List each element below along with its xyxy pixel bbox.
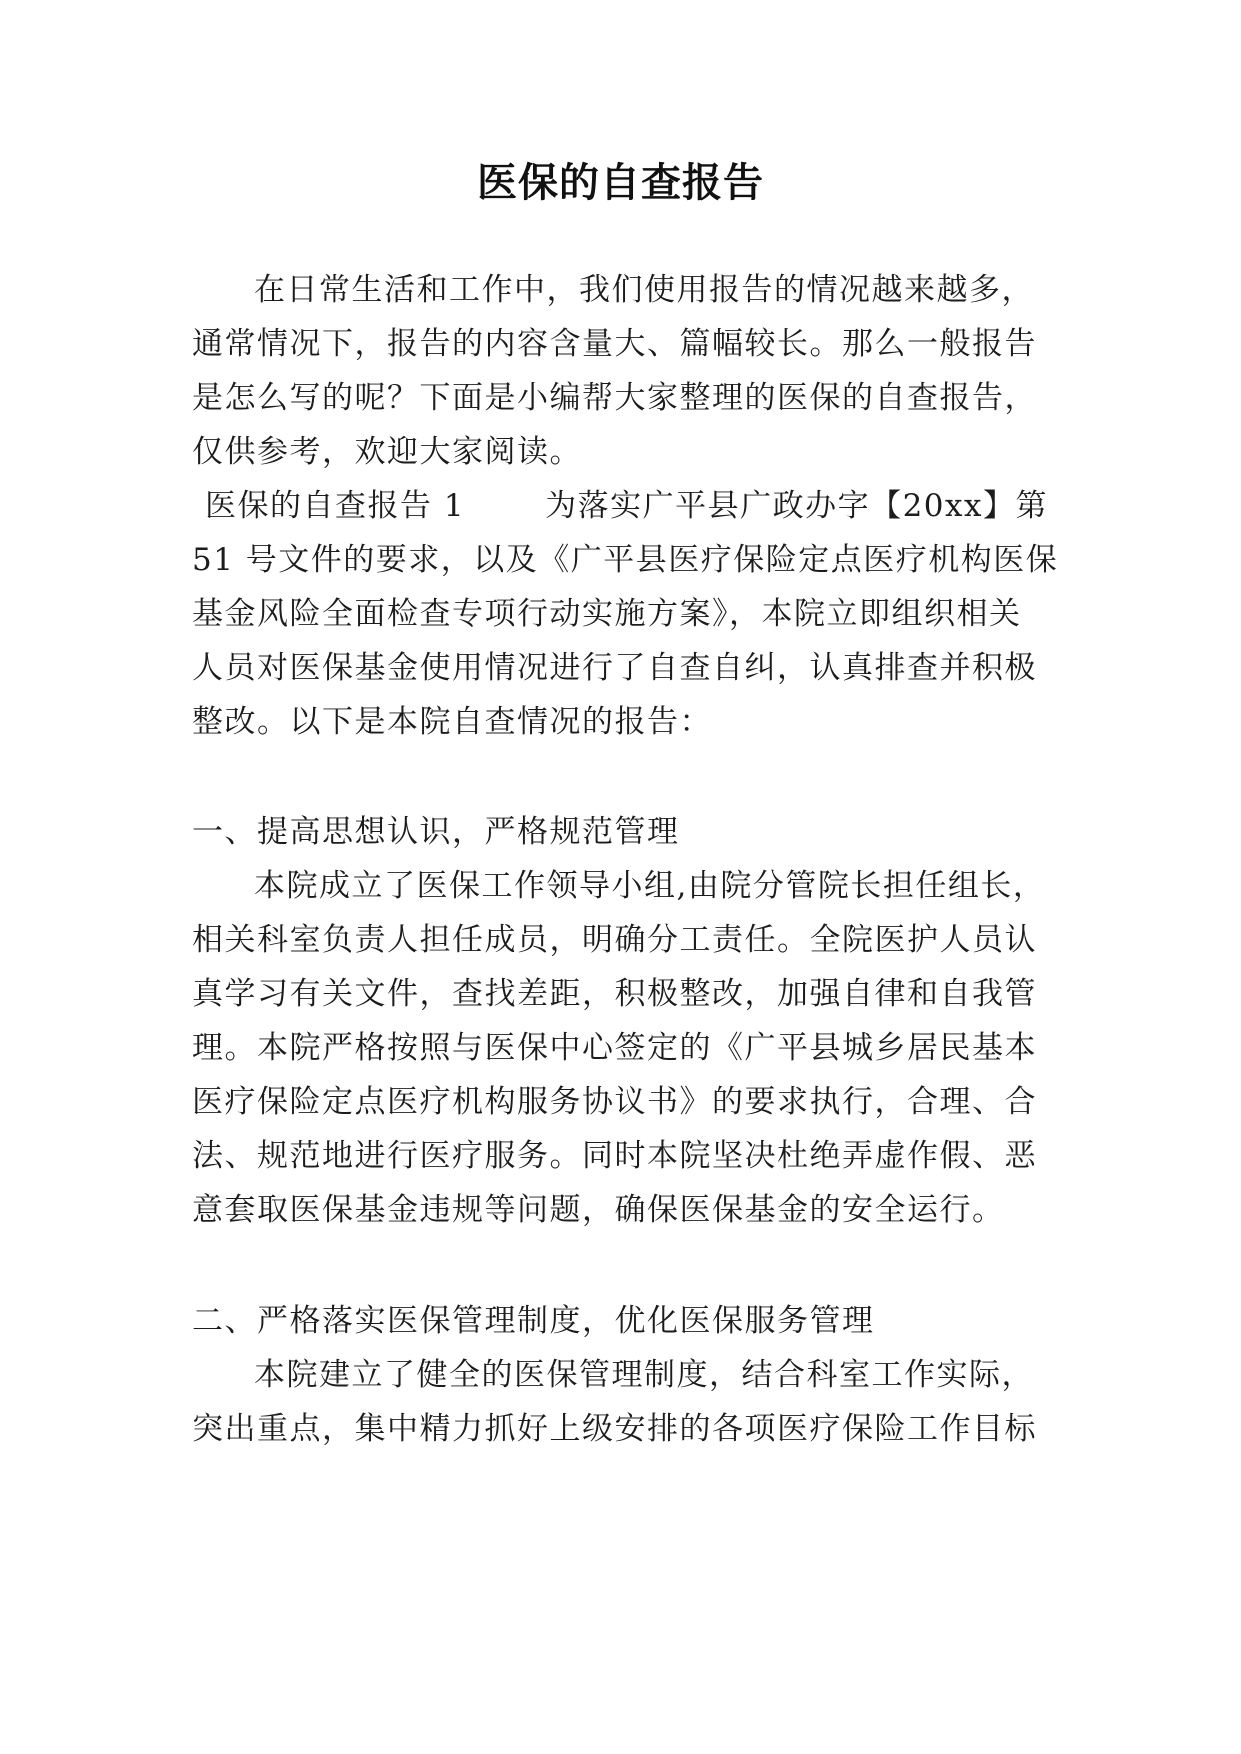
paragraph-line: 通常情况下，报告的内容含量大、篇幅较长。那么一般报告 (192, 326, 1037, 362)
paragraph-line: 整改。以下是本院自查情况的报告： (192, 704, 712, 740)
section-heading: 二、严格落实医保管理制度，优化医保服务管理 (192, 1303, 875, 1339)
section-heading: 一、提高思想认识，严格规范管理 (192, 814, 680, 850)
paragraph-line: 医疗保险定点医疗机构服务协议书》的要求执行，合理、合 (192, 1084, 1037, 1120)
paragraph-line: 法、规范地进行医疗服务。同时本院坚决杜绝弄虚作假、恶 (192, 1138, 1037, 1174)
paragraph-line: 是怎么写的呢？下面是小编帮大家整理的医保的自查报告， (192, 380, 1037, 416)
paragraph-line: 真学习有关文件，查找差距，积极整改，加强自律和自我管 (192, 976, 1037, 1012)
paragraph-line: 意套取医保基金违规等问题，确保医保基金的安全运行。 (192, 1192, 1005, 1228)
paragraph-line: 突出重点，集中精力抓好上级安排的各项医疗保险工作目标 (192, 1411, 1037, 1447)
paragraph-line: 基金风险全面检查专项行动实施方案》，本院立即组织相关 (192, 596, 1022, 632)
document-title: 医保的自查报告 (477, 160, 764, 206)
paragraph-line: 人员对医保基金使用情况进行了自查自纠，认真排查并积极 (192, 650, 1037, 686)
paragraph-line: 在日常生活和工作中，我们使用报告的情况越来越多， (254, 272, 1034, 308)
paragraph-line: 51 号文件的要求，以及《广平县医疗保险定点医疗机构医保 (192, 542, 1059, 578)
paragraph-line: 本院成立了医保工作领导小组,由院分管院长担任组长， (254, 868, 1046, 904)
paragraph-line: 为落实广平县广政办字【20xx】第 (545, 488, 1048, 524)
paragraph-line: 本院建立了健全的医保管理制度，结合科室工作实际， (254, 1357, 1034, 1393)
paragraph-line: 理。本院严格按照与医保中心签定的《广平县城乡居民基本 (192, 1030, 1037, 1066)
report-number-label: 医保的自查报告 1 (205, 488, 466, 524)
paragraph-line: 仅供参考，欢迎大家阅读。 (192, 434, 582, 470)
report-heading-line (205, 484, 1085, 528)
paragraph-line: 相关科室负责人担任成员，明确分工责任。全院医护人员认 (192, 922, 1037, 958)
